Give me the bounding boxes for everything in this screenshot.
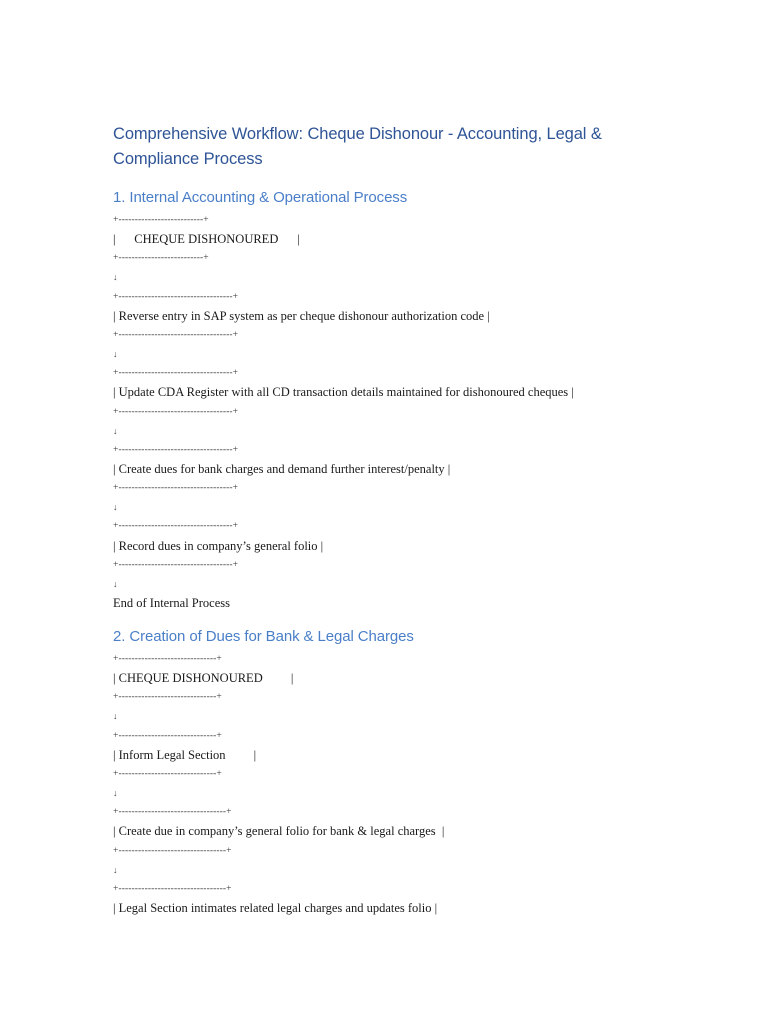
flow-box-border: +-----------------------------------+ [113,329,239,340]
flow-box-border: +-----------------------------------+ [113,483,239,494]
flow-box-text: | Create dues for bank charges and demand further interest/penalty | [113,461,451,476]
flow-box-border: +---------------------------------+ [113,883,232,894]
flow-box-border: +---------------------------------+ [113,807,232,818]
flow-box-border: +--------------------------+ [113,215,209,225]
flow-box-border: +-----------------------------------+ [113,559,239,570]
flow-box-text: | Create due in company’s general folio for bank & legal charges | [113,824,445,839]
down-arrow-icon: ↓ [113,711,118,722]
down-arrow-icon: ↓ [113,502,118,513]
flow-box-text: | Update CDA Register with all CD transaction details maintained for dishonoured cheques | [113,385,574,400]
flow-box-text: | CHEQUE DISHONOURED | [113,671,294,686]
flow-box-border: +------------------------------+ [113,730,222,741]
flow-box-text: | CHEQUE DISHONOURED | [113,232,300,247]
flow-box-border: +--------------------------+ [113,253,209,264]
down-arrow-icon: ↓ [113,578,118,589]
down-arrow-icon: ↓ [113,864,118,875]
document-title: Comprehensive Workflow: Cheque Dishonour - Accounting, Legal & Compliance Process [113,125,602,168]
flow-box-border: +-----------------------------------+ [113,406,239,417]
flow-box-border: +------------------------------+ [113,654,222,664]
flow-end-text: End of Internal Process [113,596,230,610]
down-arrow-icon: ↓ [113,272,118,283]
flow-box-text: | Record dues in company’s general folio | [113,538,324,553]
flow-box-border: +-----------------------------------+ [113,368,239,379]
section-1-heading: 1. Internal Accounting & Operational Process [113,189,408,206]
flow-box-border: +-----------------------------------+ [113,291,239,302]
flow-box-text: | Inform Legal Section | [113,747,257,762]
flow-box-border: +-----------------------------------+ [113,444,239,455]
flow-box-border: +-----------------------------------+ [113,521,239,532]
down-arrow-icon: ↓ [113,788,118,799]
section-2-heading: 2. Creation of Dues for Bank & Legal Charges [113,628,414,645]
down-arrow-icon: ↓ [113,425,118,436]
down-arrow-icon: ↓ [113,349,118,360]
flow-box-border: +------------------------------+ [113,768,222,779]
flow-box-text: | Legal Section intimates related legal charges and updates folio | [113,900,438,915]
flow-box-text: | Reverse entry in SAP system as per cheque dishonour authorization code | [113,308,490,323]
flow-box-border: +---------------------------------+ [113,845,232,856]
flow-box-border: +------------------------------+ [113,692,222,703]
